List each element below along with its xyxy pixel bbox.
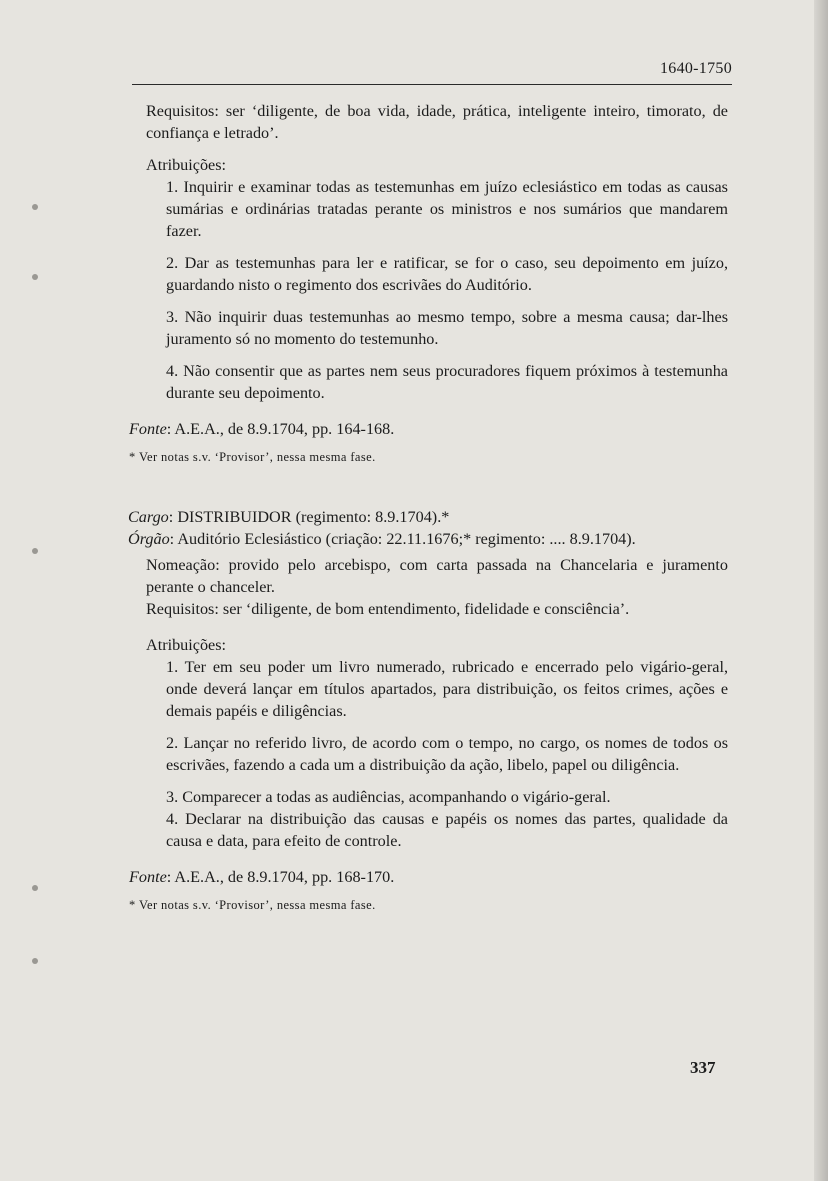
atribuicao-item-1: 1. Ter em seu poder um livro numerado, rubricado e encerrado pelo vigário-geral, onde deverá lançar em títulos apartados, para distribuição, os feitos crimes, ações e demais papéis e diligências. <box>166 658 728 720</box>
fonte-text: : A.E.A., de 8.9.1704, pp. 164-168. <box>166 420 395 438</box>
atribuicoes-heading-2: Atribuições: <box>146 636 227 654</box>
requisitos-paragraph-2: Requisitos: ser ‘diligente, de bom entendimento, fidelidade e consciência’. <box>146 600 630 618</box>
atribuicoes-heading: Atribuições: <box>146 156 227 174</box>
fonte-citation-2 <box>129 866 728 888</box>
atribuicao-item-2: 2. Dar as testemunhas para ler e ratificar, se for o caso, seu depoimento em juízo, guardando nisto o regimento dos escrivães do Auditório. <box>166 254 728 294</box>
atribuicao-item-4: 4. Declarar na distribuição das causas e papéis os nomes das partes, qualidade da causa e data, para efeito de controle. <box>166 810 728 850</box>
margin-dot-mark <box>32 204 38 210</box>
fonte-text: : A.E.A., de 8.9.1704, pp. 168-170. <box>166 868 395 886</box>
requisitos-paragraph: Requisitos: ser ‘diligente, de boa vida, idade, prática, inteligente inteiro, timorato, de confiança e letrado’. <box>146 102 728 142</box>
atribuicao-item-3: 3. Comparecer a todas as audiências, acompanhando o vigário-geral. <box>166 788 611 806</box>
margin-dot-mark <box>32 548 38 554</box>
header-rule <box>132 84 732 85</box>
document-body <box>128 100 728 916</box>
book-spine-shadow <box>814 0 828 1181</box>
atribuicao-item-3: 3. Não inquirir duas testemunhas ao mesmo tempo, sobre a mesma causa; dar-lhes juramento só no momento do testemunho. <box>166 308 728 348</box>
orgao-label: Órgão <box>128 530 170 548</box>
fonte-citation <box>129 418 728 440</box>
fonte-label: Fonte <box>129 868 167 886</box>
atribuicao-item-1: 1. Inquirir e examinar todas as testemunhas em juízo eclesiástico em todas as causas sumárias e ordinárias tratadas perante os ministros e nos sumários que mandarem fazer. <box>166 178 728 240</box>
atribuicao-item-4: 4. Não consentir que as partes nem seus procuradores fiquem próximos à testemunha durante seu depoimento. <box>166 362 728 402</box>
margin-dot-mark <box>32 958 38 964</box>
cargo-line <box>128 506 728 528</box>
cargo-label: Cargo <box>128 508 169 526</box>
cargo-text: : DISTRIBUIDOR (regimento: 8.9.1704).* <box>168 508 450 526</box>
header-date-range: 1640-1750 <box>659 60 732 77</box>
margin-dot-mark <box>32 885 38 891</box>
margin-dot-mark <box>32 274 38 280</box>
nomeacao-paragraph: Nomeação: provido pelo arcebispo, com carta passada na Chancelaria e juramento perante o chanceler. <box>146 556 728 596</box>
fonte-label: Fonte <box>129 420 167 438</box>
page-number: 337 <box>690 1058 716 1077</box>
atribuicao-item-2: 2. Lançar no referido livro, de acordo com o tempo, no cargo, os nomes de todos os escrivães, fazendo a cada um a distribuição da ação, libelo, papel ou diligência. <box>166 734 728 774</box>
orgao-line <box>128 528 728 550</box>
footnote: * Ver notas s.v. ‘Provisor’, nessa mesma fase. <box>129 450 376 464</box>
orgao-text: : Auditório Eclesiástico (criação: 22.11.1676;* regimento: .... 8.9.1704). <box>169 530 636 548</box>
footnote-2: * Ver notas s.v. ‘Provisor’, nessa mesma fase. <box>129 898 376 912</box>
